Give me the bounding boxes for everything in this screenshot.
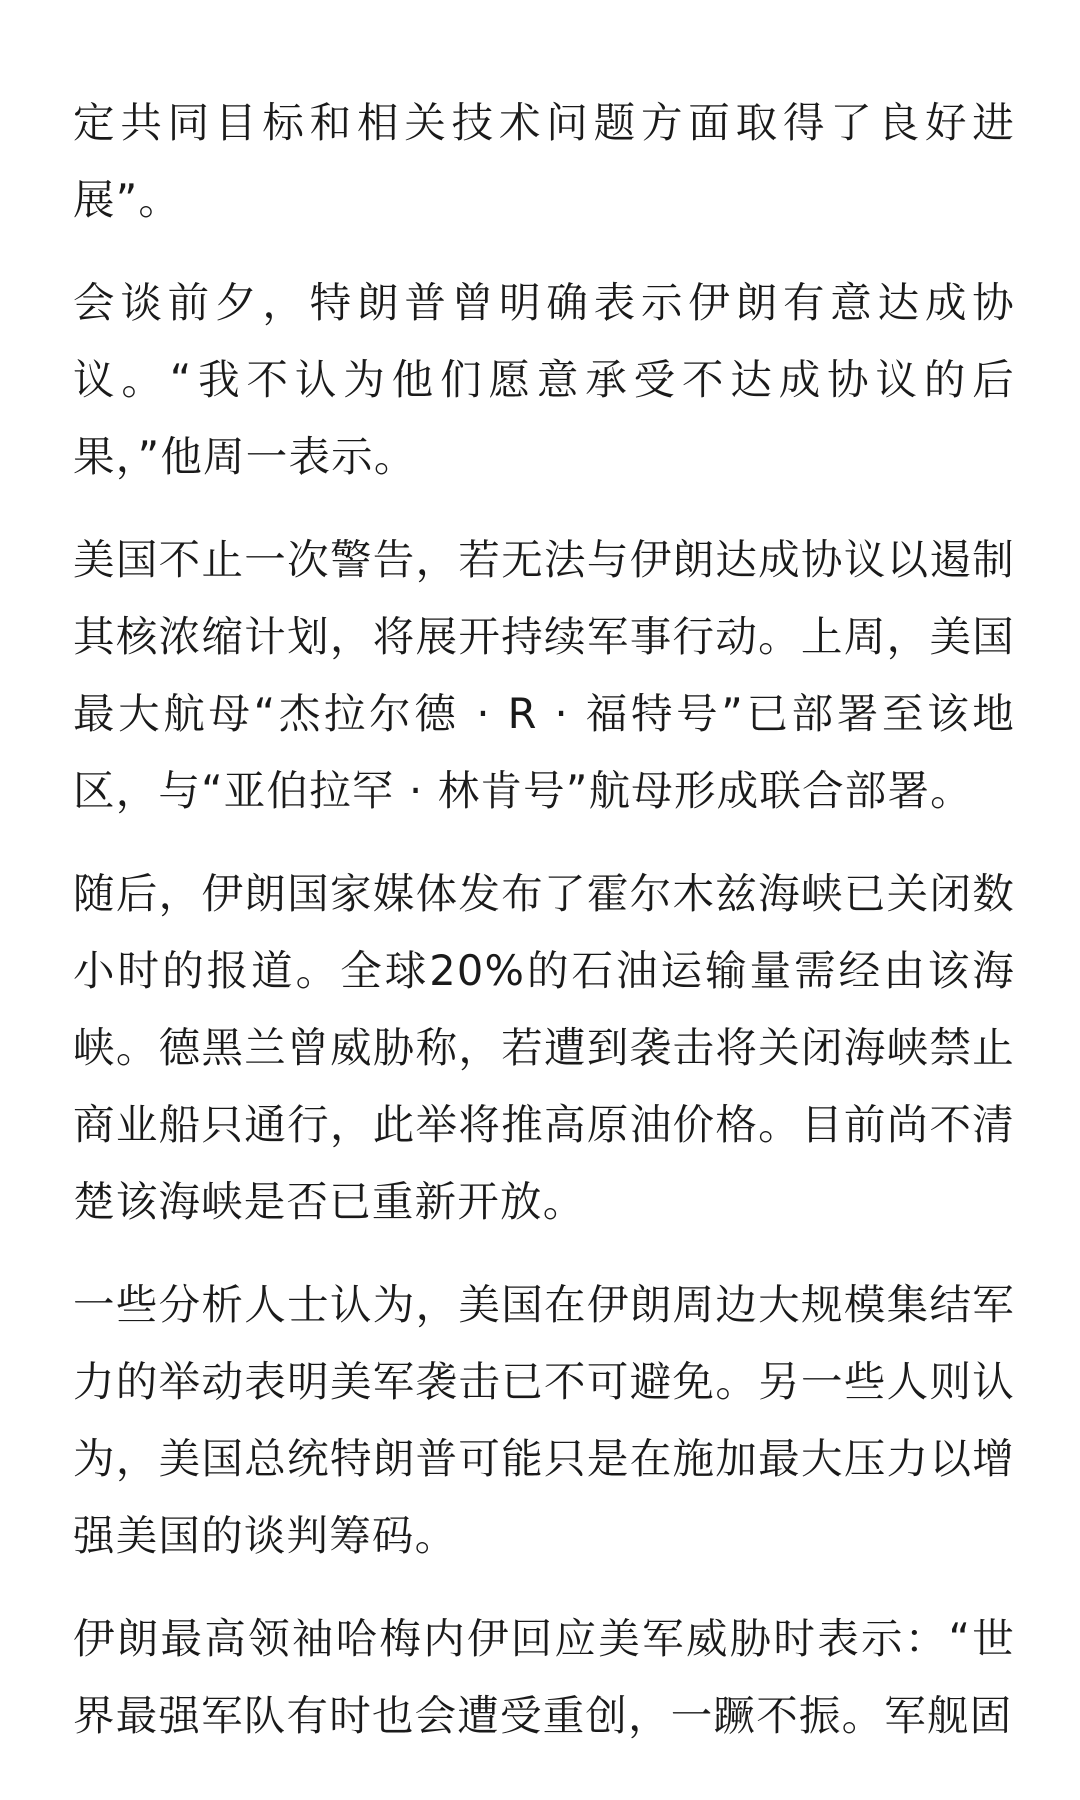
article-body bbox=[73, 84, 1015, 1780]
article-paragraph: 美国不止一次警告，若无法与伊朗达成协议以遏制其核浓缩计划，将展开持续军事行动。上周，美国最大航母“杰拉尔德 · R · 福特号”已部署至该地区，与“亚伯拉罕 · 林肯号”航母形成联合部署。 bbox=[73, 535, 1015, 815]
article-paragraph: 定共同目标和相关技术问题方面取得了良好进展”。 bbox=[73, 98, 1015, 224]
article-paragraph: 随后，伊朗国家媒体发布了霍尔木兹海峡已关闭数小时的报道。全球20%的石油运输量需经由该海峡。德黑兰曾威胁称，若遭到袭击将关闭海峡禁止商业船只通行，此举将推高原油价格。目前尚不清楚该海峡是否已重新开放。 bbox=[73, 869, 1015, 1226]
article-paragraph: 一些分析人士认为，美国在伊朗周边大规模集结军力的举动表明美军袭击已不可避免。另一些人则认为，美国总统特朗普可能只是在施加最大压力以增强美国的谈判筹码。 bbox=[73, 1280, 1015, 1560]
article-paragraph: 伊朗最高领袖哈梅内伊回应美军威胁时表示：“世界最强军队有时也会遭受重创，一蹶不振。军舰固 bbox=[73, 1614, 1015, 1740]
article-paragraph: 会谈前夕，特朗普曾明确表示伊朗有意达成协议。“我不认为他们愿意承受不达成协议的后果，”他周一表示。 bbox=[73, 278, 1015, 481]
